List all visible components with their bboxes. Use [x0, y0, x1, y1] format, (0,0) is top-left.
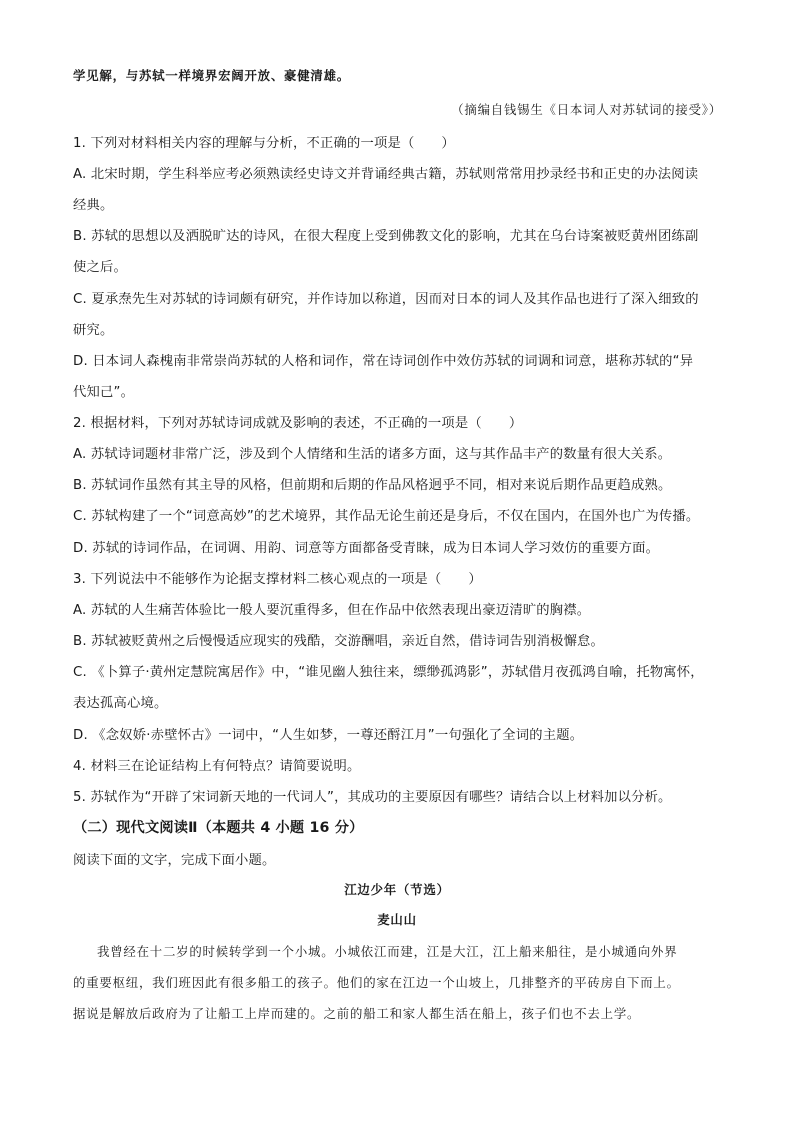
- question-3-stem: 3. 下列说法中不能够作为论据支撑材料二核心观点的一项是（ ）: [73, 572, 482, 587]
- question-5: 5. 苏轼作为“开辟了宋词新天地的一代词人”，其成功的主要原因有哪些？请结合以上材料加以分析。: [73, 790, 672, 805]
- q3-option-a: A. 苏轼的人生痛苦体验比一般人要沉重得多，但在作品中依然表现出豪迈清旷的胸襟。: [73, 603, 591, 618]
- reading-instruction: 阅读下面的文字，完成下面小题。: [73, 853, 276, 868]
- section-heading: （二）现代文阅读Ⅱ（本题共 4 小题 16 分）: [73, 820, 364, 836]
- q1-option-d-cont: 代知己”。: [73, 385, 135, 400]
- question-1-stem: 1. 下列对材料相关内容的理解与分析，不正确的一项是（ ）: [73, 136, 455, 151]
- q1-option-c: C. 夏承焘先生对苏轼的诗词颇有研究，并作诗加以称道，因而对日本的词人及其作品也进行了深入细致的: [73, 292, 699, 307]
- story-title: 江边少年（节选）: [344, 882, 450, 897]
- q1-option-b: B. 苏轼的思想以及洒脱旷达的诗风，在很大程度上受到佛教文化的影响，尤其在乌台诗案被贬黄州团练副: [73, 229, 699, 244]
- q3-option-c: C. 《卜算子·黄州定慧院寓居作》中，“谁见幽人独往来，缥缈孤鸿影”，苏轼借月夜孤鸿自喻，托物寓怀，: [73, 665, 704, 680]
- story-author: 麦山山: [377, 912, 417, 927]
- source-citation: （摘编自钱锡生《日本词人对苏轼词的接受》）: [451, 102, 722, 117]
- q1-option-b-cont: 使之后。: [73, 260, 127, 275]
- story-paragraph-line-3: 据说是解放后政府为了让船工上岸而建的。之前的船工和家人都生活在船上，孩子们也不去上学。: [73, 1006, 641, 1021]
- q3-option-c-cont: 表达孤高心境。: [73, 696, 168, 711]
- q2-option-b: B. 苏轼词作虽然有其主导的风格，但前期和后期的作品风格迥乎不同，相对来说后期作品更趋成熟。: [73, 478, 672, 493]
- intro-continuation: 学见解，与苏轼一样境界宏阔开放、豪健清雄。: [73, 68, 351, 83]
- q2-option-d: D. 苏轼的诗词作品，在词调、用韵、词意等方面都备受青睐，成为日本词人学习效仿的重要方面。: [73, 541, 660, 556]
- q1-option-a: A. 北宋时期，学生科举应考必须熟读经史诗文并背诵经典古籍，苏轼则常常用抄录经书和正史的办法阅读: [73, 167, 699, 182]
- q1-option-d: D. 日本词人森槐南非常崇尚苏轼的人格和词作，常在诗词创作中效仿苏轼的词调和词意，堪称苏轼的“异: [73, 354, 694, 369]
- question-4: 4. 材料三在论证结构上有何特点？请简要说明。: [73, 759, 361, 774]
- story-paragraph-line-2: 的重要枢纽，我们班因此有很多船工的孩子。他们的家在江边一个山坡上，几排整齐的平砖房自下而上。: [73, 975, 680, 990]
- question-2-stem: 2. 根据材料，下列对苏轼诗词成就及影响的表述，不正确的一项是（ ）: [73, 416, 523, 431]
- q1-option-c-cont: 研究。: [73, 323, 114, 338]
- q2-option-a: A. 苏轼诗词题材非常广泛，涉及到个人情绪和生活的诸多方面，这与其作品丰产的数量有很大关系。: [73, 447, 672, 462]
- q2-option-c: C. 苏轼构建了一个“词意高妙”的艺术境界，其作品无论生前还是身后，不仅在国内，在国外也广为传播。: [73, 509, 700, 524]
- q3-option-d: D. 《念奴娇·赤壁怀古》一词中，“人生如梦，一尊还酹江月”一句强化了全词的主题。: [73, 728, 584, 743]
- q1-option-a-cont: 经典。: [73, 198, 114, 213]
- story-paragraph-line-1: 我曾经在十二岁的时候转学到一个小城。小城依江而建，江是大江，江上船来船往，是小城通向外界: [97, 944, 678, 959]
- q3-option-b: B. 苏轼被贬黄州之后慢慢适应现实的残酷，交游酬唱，亲近自然，借诗词告别消极懈怠。: [73, 634, 605, 649]
